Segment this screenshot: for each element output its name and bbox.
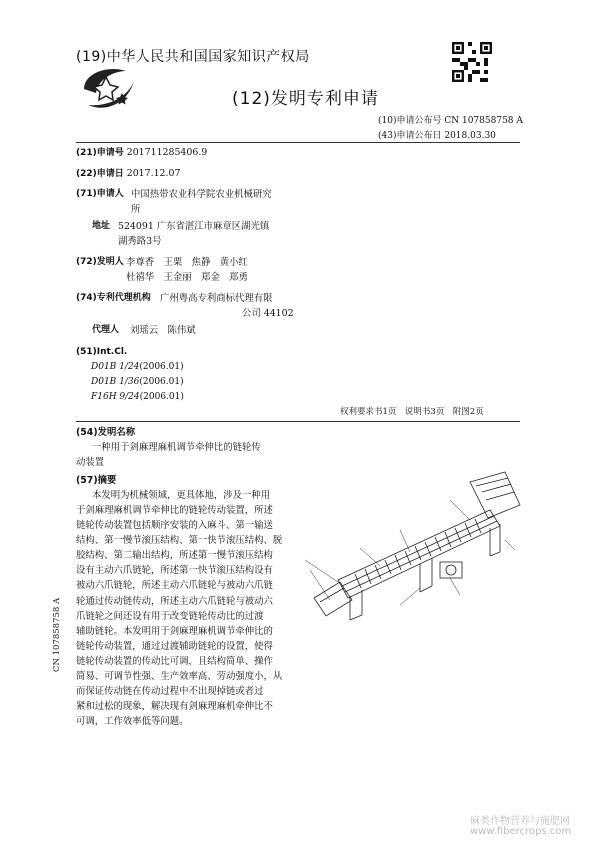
watermark-site-name: 麻类作物营养与施肥网 (470, 816, 570, 827)
abstract-label: (57)摘要 (76, 475, 117, 486)
page-count-summary: 权利要求书1页 说明书3页 附图2页 (340, 407, 484, 417)
abstract-line: 轮通过传动链传动，所述主动六爪链轮与被动六 (76, 596, 273, 607)
abstract-line: 胶结构、第二输出结构，所述第一慢节滚压结构 (76, 550, 273, 561)
side-publication-number: CN 107858758 A (52, 597, 62, 672)
publication-number (378, 113, 523, 126)
agent-label: 代理人 (92, 325, 120, 335)
abstract-line: 简易、可调节性强、生产效率高、劳动强度小，从 (76, 671, 283, 682)
agency-line-1: 广州粤高专利商标代理有限 (160, 293, 273, 304)
patent-office-name: (19)中华人民共和国国家知识产权局 (76, 49, 310, 65)
publication-date-label: (43)申请公布日 (378, 131, 442, 141)
applicant-label: (71)申请人 (76, 189, 124, 199)
application-number-label: (21)申请号 (76, 148, 124, 158)
application-date-value: 2017.12.07 (126, 168, 181, 179)
publication-number-label: (10)申请公布号 (378, 116, 442, 126)
invention-title-line-1: 一种用于剑麻理麻机调节牵伸比的链轮传 (92, 442, 261, 453)
address-line-2: 湖秀路3号 (118, 236, 162, 247)
publication-number-value: CN 107858758 A (444, 116, 523, 126)
ipc-label: (51)Int.Cl. (76, 347, 128, 357)
abstract-line: 而保证传动链在传动过程中不出现掉链或者过 (76, 686, 264, 697)
ipc-entry (91, 377, 184, 387)
document-type-title: (12)发明专利申请 (232, 89, 379, 109)
abstract-line: 爪链轮之间还设有用于改变链轮传动比的过渡 (76, 611, 264, 622)
publication-date-value: 2018.03.30 (444, 131, 496, 141)
application-number (76, 145, 207, 161)
cnipa-emblem (78, 63, 144, 115)
ipc-entry (91, 392, 184, 402)
ipc-version: (2006.01) (139, 392, 184, 402)
abstract-line: 可调，工作效率低等问题。 (76, 716, 189, 727)
ipc-version: (2006.01) (139, 362, 184, 372)
ipc-code: D01B 1/24 (91, 362, 140, 372)
publication-date (378, 128, 496, 141)
ipc-code: F16H 9/24 (91, 392, 140, 402)
ipc-code: D01B 1/36 (91, 377, 140, 387)
abstract-line: 链轮传动装置的传动比可调，且结构简单、操作 (76, 656, 273, 667)
address-label: 地址 (92, 221, 111, 231)
abstract-line: 辅助链轮。本发明用于剑麻理麻机调节牵伸比的 (76, 626, 273, 637)
applicant-line-1: 中国热带农业科学院农业机械研究 (131, 189, 272, 200)
ipc-entry (91, 362, 184, 372)
applicant-line-2: 所 (131, 204, 141, 215)
biblio-divider (76, 421, 520, 422)
abstract-line: 被动六爪链轮，所述主动六爪链轮与被动六爪链 (76, 580, 273, 591)
inventor-line-2: 杜禧华 王金丽 郑金 郑勇 (126, 272, 248, 283)
abstract-line: 于剑麻理麻机调节牵伸比的链轮传动装置，所述 (76, 505, 273, 516)
ipc-version: (2006.01) (139, 377, 184, 387)
qr-code (452, 42, 492, 82)
agent-value: 刘瑶云 陈伟斌 (130, 325, 196, 336)
abstract-line: 链轮传动装置，通过过渡辅助链轮的设置，使得 (76, 641, 273, 652)
abstract-line: 本发明为机械领域，更具体地，涉及一种用 (92, 490, 271, 501)
application-date (76, 166, 180, 182)
abstract-drawing (300, 470, 525, 630)
header-divider (76, 142, 520, 143)
abstract-line: 链轮传动装置包括顺序安装的入麻斗、第一输送 (76, 520, 273, 531)
agency-label: (74)专利代理机构 (76, 293, 151, 303)
abstract-line: 设有主动六爪链轮，所述第一快节滚压结构设有 (76, 565, 273, 576)
application-number-value: 201711285406.9 (126, 147, 208, 158)
application-date-label: (22)申请日 (76, 169, 124, 179)
invention-title-line-2: 动装置 (76, 457, 105, 468)
inventor-line-1: 李尊香 王栗 焦静 黄小红 (126, 257, 248, 268)
inventor-label: (72)发明人 (76, 257, 124, 267)
agency-line-2: 公司 44102 (242, 308, 294, 319)
invention-title-label: (54)发明名称 (76, 427, 136, 438)
abstract-line: 结构、第一慢节滚压结构、第一快节滚压结构、脱 (76, 535, 283, 546)
address-line-1: 524091 广东省湛江市麻章区湖光镇 (118, 221, 270, 232)
watermark-url: www.fibercrops.com (470, 826, 572, 837)
abstract-line: 紧和过松的现象，解决现有剑麻理麻机牵伸比不 (76, 701, 273, 712)
